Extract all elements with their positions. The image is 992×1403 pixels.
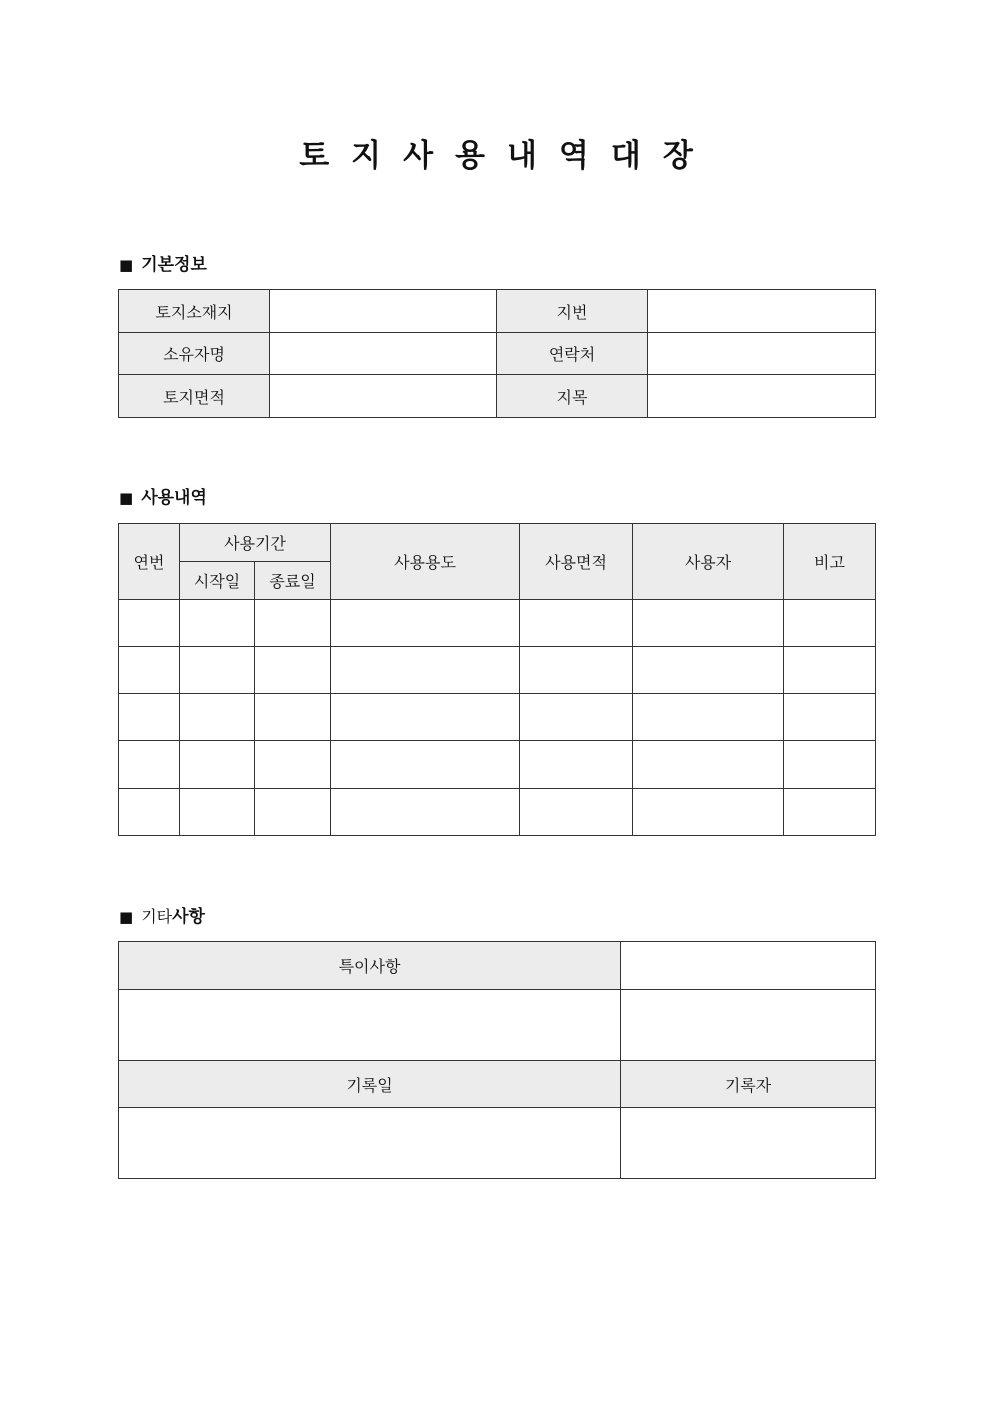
- cell-area[interactable]: [520, 694, 633, 741]
- cell-end[interactable]: [255, 741, 331, 789]
- page-title: 토지사용내역대장: [299, 138, 715, 174]
- cell-start[interactable]: [180, 694, 255, 741]
- usage-table: [118, 523, 876, 836]
- owner-name-input[interactable]: [270, 333, 497, 375]
- special-notes-side-input[interactable]: [621, 990, 876, 1061]
- cell-start[interactable]: [180, 647, 255, 694]
- cell-user[interactable]: [633, 694, 784, 741]
- cell-purpose[interactable]: [331, 647, 520, 694]
- special-notes-input[interactable]: [119, 990, 621, 1061]
- field-label: 연락처: [497, 333, 648, 375]
- table-row: [119, 789, 876, 836]
- field-label: 토지소재지: [119, 290, 270, 333]
- cell-start[interactable]: [180, 789, 255, 836]
- location-input[interactable]: [270, 290, 497, 333]
- cell-user[interactable]: [633, 647, 784, 694]
- cell-start[interactable]: [180, 600, 255, 647]
- square-bullet-icon: ■: [119, 256, 134, 274]
- cell-end[interactable]: [255, 694, 331, 741]
- cell-area[interactable]: [520, 600, 633, 647]
- cell-note[interactable]: [784, 741, 876, 789]
- header-serial: 연번: [119, 524, 180, 600]
- cell-user[interactable]: [633, 600, 784, 647]
- recorder-input[interactable]: [621, 1108, 876, 1179]
- table-row: [119, 600, 876, 647]
- section-usage: [119, 487, 207, 509]
- cell-note[interactable]: [784, 600, 876, 647]
- cell-end[interactable]: [255, 789, 331, 836]
- table-row: [119, 694, 876, 741]
- etc-table: [118, 941, 876, 1179]
- header-note: 비고: [784, 524, 876, 600]
- land-category-input[interactable]: [648, 375, 876, 418]
- field-label: 토지면적: [119, 375, 270, 418]
- basic-info-table: [118, 289, 876, 418]
- land-area-input[interactable]: [270, 375, 497, 418]
- cell-note[interactable]: [784, 694, 876, 741]
- section-title-suffix: 사항: [172, 907, 205, 927]
- cell-serial[interactable]: [119, 741, 180, 789]
- cell-user[interactable]: [633, 741, 784, 789]
- cell-note[interactable]: [784, 789, 876, 836]
- cell-area[interactable]: [520, 647, 633, 694]
- section-title: 기본정보: [141, 255, 207, 275]
- field-label: 지목: [497, 375, 648, 418]
- cell-purpose[interactable]: [331, 694, 520, 741]
- cell-start[interactable]: [180, 741, 255, 789]
- cell-area[interactable]: [520, 741, 633, 789]
- section-title-prefix: 기타: [141, 907, 173, 926]
- contact-input[interactable]: [648, 333, 876, 375]
- cell-purpose[interactable]: [331, 600, 520, 647]
- header-area: 사용면적: [520, 524, 633, 600]
- square-bullet-icon: ■: [119, 908, 134, 926]
- cell-serial[interactable]: [119, 647, 180, 694]
- record-date-label: 기록일: [119, 1061, 621, 1108]
- lot-number-input[interactable]: [648, 290, 876, 333]
- special-notes-label: 특이사항: [119, 942, 621, 990]
- section-title: 사용내역: [141, 488, 207, 508]
- field-label: 소유자명: [119, 333, 270, 375]
- section-etc: [119, 906, 205, 928]
- cell-note[interactable]: [784, 647, 876, 694]
- cell-purpose[interactable]: [331, 741, 520, 789]
- header-period: 사용기간: [180, 524, 331, 562]
- cell-purpose[interactable]: [331, 789, 520, 836]
- header-user: 사용자: [633, 524, 784, 600]
- header-start: 시작일: [180, 562, 255, 600]
- recorder-label: 기록자: [621, 1061, 876, 1108]
- cell-end[interactable]: [255, 647, 331, 694]
- cell-end[interactable]: [255, 600, 331, 647]
- record-date-input[interactable]: [119, 1108, 621, 1179]
- cell-user[interactable]: [633, 789, 784, 836]
- cell-area[interactable]: [520, 789, 633, 836]
- table-row: [119, 741, 876, 789]
- square-bullet-icon: ■: [119, 489, 134, 507]
- special-notes-side-cell[interactable]: [621, 942, 876, 990]
- section-basic-info: [119, 254, 207, 276]
- header-end: 종료일: [255, 562, 331, 600]
- header-purpose: 사용용도: [331, 524, 520, 600]
- cell-serial[interactable]: [119, 694, 180, 741]
- table-row: [119, 647, 876, 694]
- cell-serial[interactable]: [119, 789, 180, 836]
- cell-serial[interactable]: [119, 600, 180, 647]
- field-label: 지번: [497, 290, 648, 333]
